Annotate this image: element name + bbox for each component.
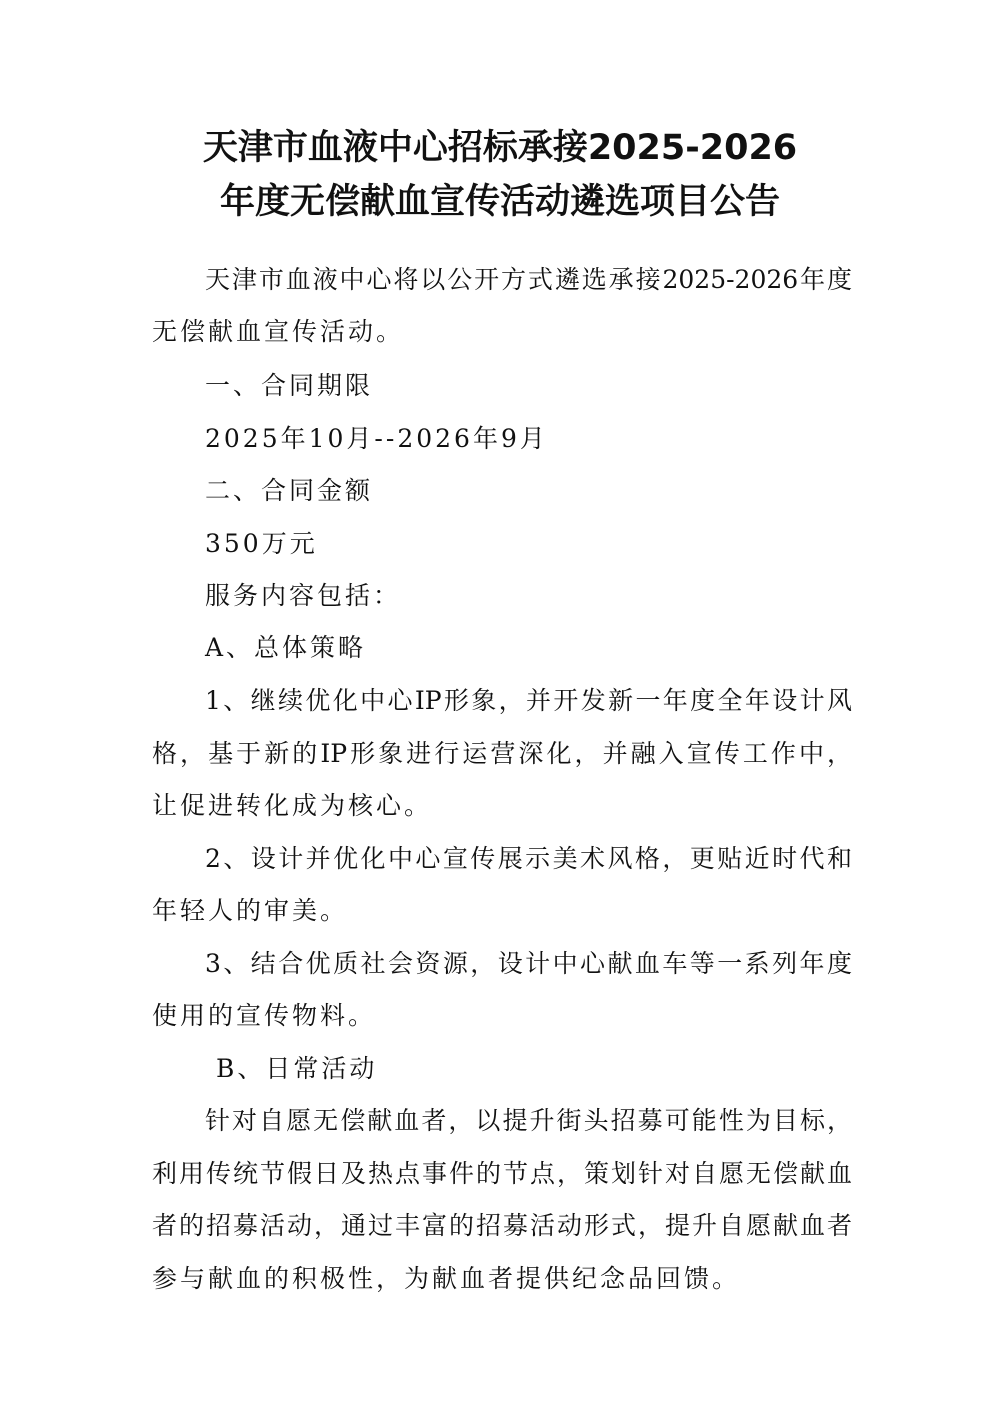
section-1-heading: 一、合同期限: [205, 371, 374, 400]
section-b-heading: B、日常活动: [216, 1054, 378, 1083]
intro-paragraph-line-1: 天津市血液中心将以公开方式遴选承接2025-2026年度: [205, 265, 852, 294]
item-a2-line-1: 2、设计并优化中心宣传展示美术风格，更贴近时代和: [205, 844, 852, 873]
section-b-line-3: 者的招募活动，通过丰富的招募活动形式，提升自愿献血者: [152, 1211, 852, 1240]
item-a1-line-3: 让促进转化成为核心。: [152, 791, 433, 820]
document-title-line-2: 年度无偿献血宣传活动遴选项目公告: [219, 182, 780, 222]
item-a1-line-2: 格，基于新的IP形象进行运营深化，并融入宣传工作中，: [152, 739, 852, 768]
section-b-line-2: 利用传统节假日及热点事件的节点，策划针对自愿无偿献血: [152, 1159, 852, 1188]
intro-paragraph-line-2: 无偿献血宣传活动。: [152, 317, 405, 346]
contract-period-value: 2025年10月--2026年9月: [205, 424, 548, 453]
document-title-line-1: 天津市血液中心招标承接2025-2026: [202, 128, 798, 168]
item-a3-line-1: 3、结合优质社会资源，设计中心献血车等一系列年度: [205, 949, 852, 978]
item-a3-line-2: 使用的宣传物料。: [152, 1001, 377, 1030]
section-b-line-4: 参与献血的积极性，为献血者提供纪念品回馈。: [152, 1264, 741, 1293]
contract-amount-value: 350万元: [205, 529, 318, 558]
services-label: 服务内容包括：: [205, 581, 402, 610]
item-a2-line-2: 年轻人的审美。: [152, 896, 349, 925]
item-a1-line-1: 1、继续优化中心IP形象，并开发新一年度全年设计风: [205, 686, 852, 715]
section-a-heading: A、总体策略: [205, 633, 367, 662]
section-2-heading: 二、合同金额: [205, 476, 374, 505]
section-b-line-1: 针对自愿无偿献血者，以提升街头招募可能性为目标，: [205, 1106, 852, 1135]
